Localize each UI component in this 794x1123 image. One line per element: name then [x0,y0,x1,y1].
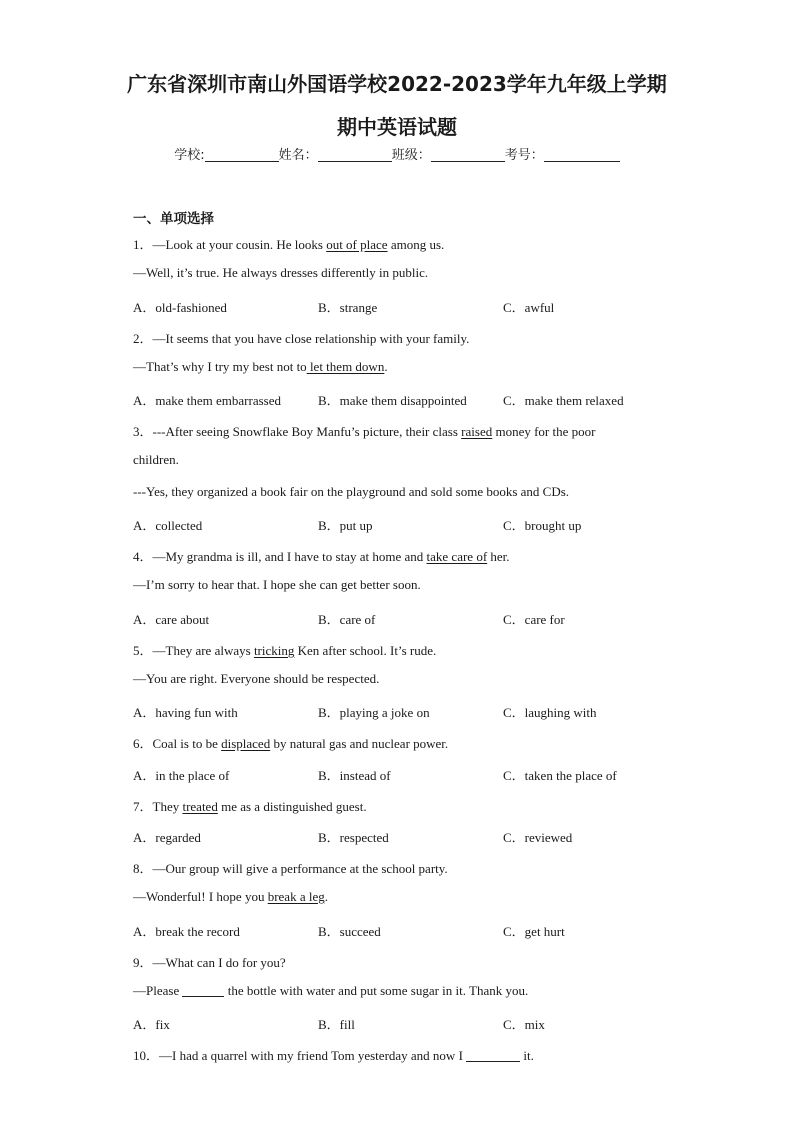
q6-option-a[interactable]: A．in the place of [133,768,230,783]
question-7: 7．They treated me as a distinguished guest. [133,799,367,814]
question-8-reply: —Wonderful! I hope you break a leg. [133,889,328,904]
q3-option-a[interactable]: A．collected [133,518,203,533]
q8-option-b[interactable]: B．succeed [318,924,381,939]
q10-answer-blank[interactable] [466,1049,520,1062]
q7-option-a[interactable]: A．regarded [133,830,201,845]
class-label: 班级： [391,148,431,163]
question-2-reply: —That’s why I try my best not to let them down. [133,359,388,374]
question-6: 6．Coal is to be displaced by natural gas and nuclear power. [133,736,449,751]
question-8: 8．—Our group will give a performance at the school party. [133,861,448,876]
question-1: 1．—Look at your cousin. He looks out of place among us. [133,237,445,252]
q3-option-b[interactable]: B．put up [318,518,373,533]
section-title: 一、单项选择 [133,211,214,227]
q6-option-c[interactable]: C．taken the place of [503,768,617,783]
school-label: 学校: [174,148,205,163]
q9-option-c[interactable]: C．mix [503,1017,545,1032]
q2-option-c[interactable]: C．make them relaxed [503,393,624,408]
q8-option-c[interactable]: C．get hurt [503,924,565,939]
question-4: 4．—My grandma is ill, and I have to stay at home and take care of her. [133,549,510,564]
q4-option-c[interactable]: C．care for [503,612,565,627]
q5-option-a[interactable]: A．having fun with [133,705,238,720]
question-3: 3．---After seeing Snowflake Boy Manfu’s picture, their class raised money for the poor [133,424,596,439]
q6-option-b[interactable]: B．instead of [318,768,391,783]
question-5-reply: —You are right. Everyone should be respected. [133,671,380,686]
exam-number-label: 考号： [504,148,544,163]
q1-option-c[interactable]: C．awful [503,300,555,315]
q4-option-a[interactable]: A．care about [133,612,210,627]
q1-option-a[interactable]: A．old-fashioned [133,300,227,315]
q9-option-b[interactable]: B．fill [318,1017,355,1032]
question-9: 9．—What can I do for you? [133,955,286,970]
q7-option-c[interactable]: C．reviewed [503,830,573,845]
document-title-line-2: 期中英语试题 [337,115,457,139]
q5-option-c[interactable]: C．laughing with [503,705,597,720]
q4-option-b[interactable]: B．care of [318,612,376,627]
name-blank[interactable] [318,147,392,162]
student-info-fields [0,144,794,163]
question-10: 10．—I had a quarrel with my friend Tom yesterday and now I it. [133,1048,534,1063]
q9-option-a[interactable]: A．fix [133,1017,170,1032]
class-blank[interactable] [431,147,505,162]
q8-option-a[interactable]: A．break the record [133,924,240,939]
question-2: 2．—It seems that you have close relationship with your family. [133,331,470,346]
question-3-reply: ---Yes, they organized a book fair on the playground and sold some books and CDs. [133,484,570,499]
question-4-reply: —I’m sorry to hear that. I hope she can get better soon. [133,577,421,592]
q2-option-a[interactable]: A．make them embarrassed [133,393,282,408]
question-3-continued: children. [133,452,179,467]
exam-number-blank[interactable] [544,147,620,162]
q9-answer-blank[interactable] [182,984,224,997]
q7-option-b[interactable]: B．respected [318,830,389,845]
question-1-reply: —Well, it’s true. He always dresses differently in public. [133,265,429,280]
document-title-line-1: 广东省深圳市南山外国语学校2022-2023学年九年级上学期 [127,72,667,96]
name-label: 姓名： [278,148,318,163]
question-9-reply: —Please the bottle with water and put some sugar in it. Thank you. [133,983,529,998]
school-blank[interactable] [205,147,279,162]
q5-option-b[interactable]: B．playing a joke on [318,705,430,720]
q3-option-c[interactable]: C．brought up [503,518,582,533]
q1-option-b[interactable]: B．strange [318,300,378,315]
q2-option-b[interactable]: B．make them disappointed [318,393,467,408]
question-5: 5．—They are always tricking Ken after school. It’s rude. [133,643,437,658]
